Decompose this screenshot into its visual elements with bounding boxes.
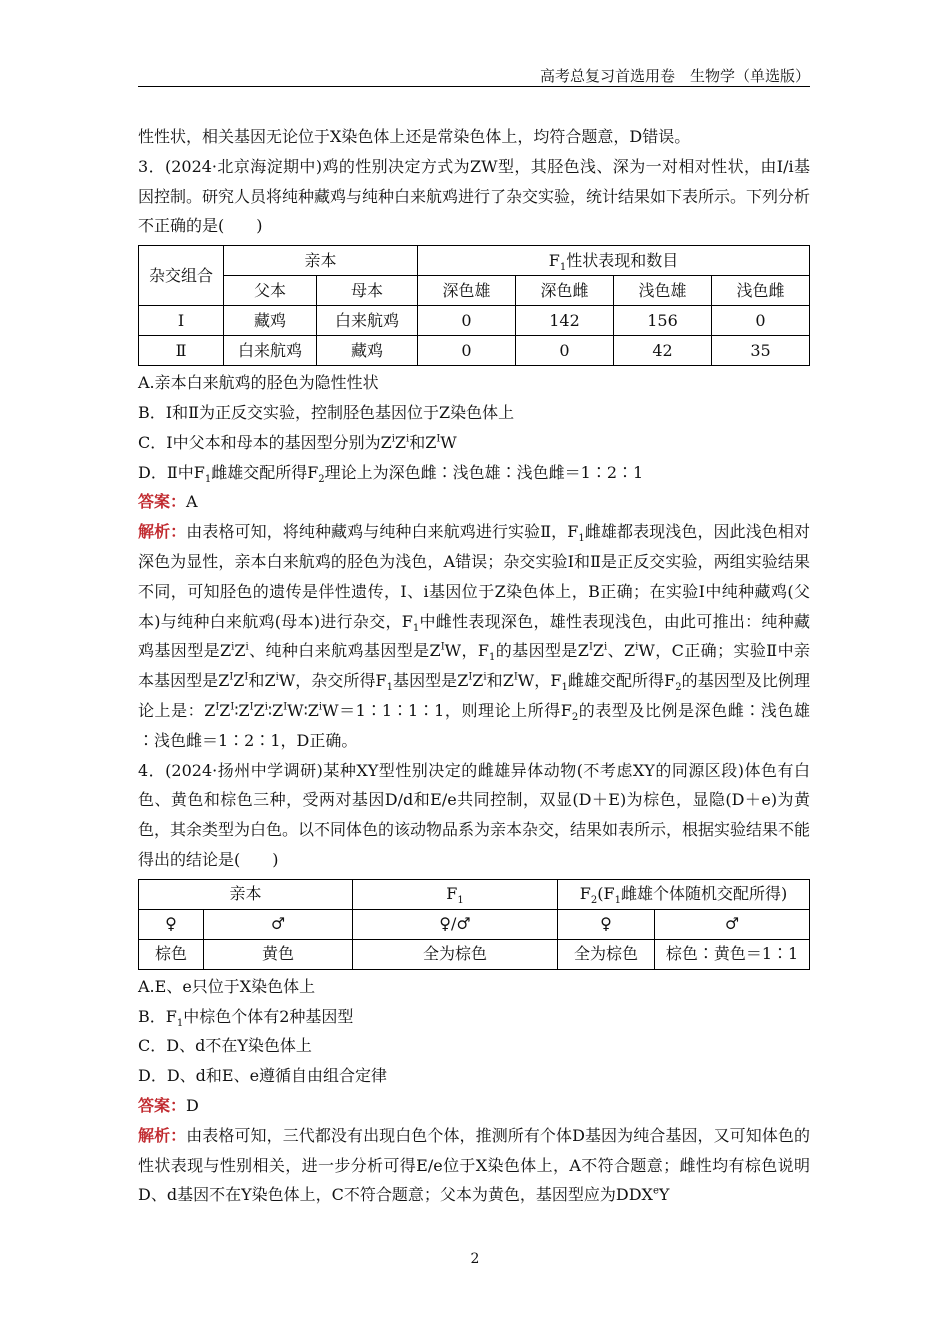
intro-line: 性性状，相关基因无论位于X染色体上还是常染色体上，均符合题意，D错误。 (138, 127, 691, 146)
q4-option-b: B．$F_1$中棕色个体有2种基因型 (138, 1006, 354, 1029)
table-header: 深色雌 (516, 276, 614, 306)
q4-option-a: A.E、e只位于X染色体上 (138, 976, 316, 996)
female-symbol: ♀ (139, 909, 204, 939)
q4-option-d: D．D、d和E、e遵循自由组合定律 (138, 1066, 388, 1086)
page-header: 高考总复习首选用卷 生物学（单选版） (539, 67, 810, 85)
table-header: $F_1$ (353, 879, 558, 909)
table-row: Ⅰ 藏鸡 白来航鸡 0 142 156 0 (139, 306, 810, 336)
q3-answer: 答案：A (138, 492, 198, 512)
table-header: 亲本 (224, 246, 418, 276)
table-header: $F_2(F_1$雌雄个体随机交配所得) (558, 879, 810, 909)
q4-stem: 4．(2024·扬州中学调研)某种XY型性别决定的雌雄异体动物(不考虑XY的同源区段)体色有白色、黄色和棕色三种，受两对基因D/d和E/e共同控制，双显(D＋E)为棕色，显隐(D＋e)为黄色，其余类型为白色。以不同体色的该动物品系为亲本杂交，结果如表所示，根据实验结果不能得出的结论是( ) (138, 760, 811, 869)
q3-table (138, 245, 810, 366)
q4-option-c: C．D、d不在Y染色体上 (138, 1036, 312, 1056)
female-male-symbol: ♀/♂ (353, 909, 558, 939)
table-header: 深色雄 (418, 276, 516, 306)
q3-option-b: B．Ⅰ和Ⅱ为正反交实验，控制胫色基因位于Z染色体上 (138, 402, 515, 422)
table-row: 棕色 黄色 全为棕色 全为棕色 棕色∶黄色＝1∶1 (139, 939, 810, 969)
q3-stem: 3．(2024·北京海淀期中)鸡的性别决定方式为ZW型，其胫色浅、深为一对相对性状，由I/i基因控制。研究人员将纯种藏鸡与纯种白来航鸡进行了杂交实验，统计结果如下表所示。下列分析不正确的是( ) (138, 156, 811, 236)
table-header: $F_1$性状表现和数目 (418, 246, 810, 276)
table-header: 父本 (224, 276, 317, 306)
female-symbol: ♀ (558, 909, 655, 939)
header-rule (138, 86, 810, 87)
page-content (138, 122, 810, 1210)
male-symbol: ♂ (204, 909, 353, 939)
table-row: Ⅱ 白来航鸡 藏鸡 0 0 42 35 (139, 336, 810, 366)
table-header: 杂交组合 (139, 246, 224, 306)
q3-analysis: 解析：由表格可知，将纯种藏鸡与纯种白来航鸡进行实验Ⅱ，$F_1$雌雄都表现浅色，因此浅色相对深色为显性，亲本白来航鸡的胫色为浅色，A错误；杂交实验Ⅰ和Ⅱ是正反交实验，两组实验结果不同，可知胫色的遗传是伴性遗传，I、i基因位于Z染色体上，B正确；在实验Ⅰ中纯种藏鸡(父本)与纯种白来航鸡(母本)进行杂交，$F_1$中雌性表现深色，雄性表现浅色，由此可推出：纯种藏鸡基因型是$Z^iZ^i$、纯种白来航鸡基因型是$Z^IW$，$F_1$的基因型是$Z^IZ^i$、$Z^iW$，C正确；实验Ⅱ中亲本基因型是$Z^IZ^I$和$Z^iW$，杂交所得$F_1$基因型是$Z^IZ^i$和$Z^IW$，$F_1$雌雄交配所得$F_2$的基因型及比例理论上是：$Z^IZ^I∶Z^IZ^i∶Z^IW∶Z^iW=1∶1∶1∶1$，则理论上所得$F_2$的表型及比例是深色雌∶浅色雄∶浅色雌＝1∶2∶1，D正确。 (138, 522, 810, 750)
male-symbol: ♂ (655, 909, 810, 939)
q4-analysis: 解析：由表格可知，三代都没有出现白色个体，推测所有个体D基因为纯合基因，又可知体色的性状表现与性别相关，进一步分析可得E/e位于X染色体上，A不符合题意；雌性均有棕色说明D、d基因不在Y染色体上，C不符合题意；父本为黄色，基因型应为DDXeY (138, 1125, 810, 1205)
q4-answer: 答案：D (138, 1095, 199, 1115)
table-header: 母本 (317, 276, 418, 306)
q3-option-a: A.亲本白来航鸡的胫色为隐性性状 (138, 373, 379, 393)
q3-option-c: C．Ⅰ中父本和母本的基因型分别为$Z^iZ^i$和$Z^IW$ (138, 432, 457, 452)
table-header: 浅色雄 (614, 276, 712, 306)
table-header: 亲本 (139, 879, 353, 909)
table-header: 浅色雌 (712, 276, 810, 306)
page-number: 2 (470, 1251, 480, 1267)
q4-table (138, 879, 810, 970)
q3-option-d: D．Ⅱ中$F_1$雌雄交配所得$F_2$理论上为深色雌∶浅色雄∶浅色雌＝1∶2∶1 (138, 462, 644, 485)
